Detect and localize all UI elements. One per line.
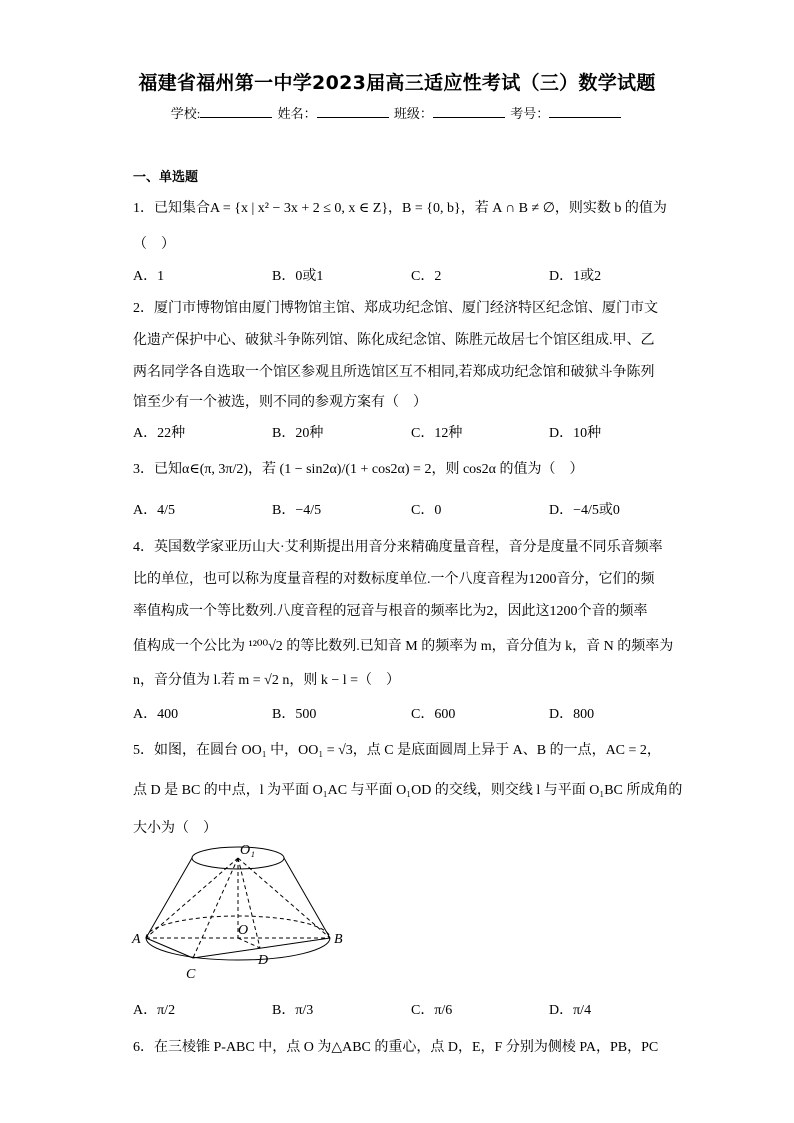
question-2-option-a: A．22种 (133, 426, 186, 441)
question-1-option-c: C．2 (411, 269, 442, 284)
page-title: 福建省福州第一中学2023届高三适应性考试（三）数学试题 (138, 72, 656, 94)
label-b: B (334, 932, 343, 947)
question-3-option-c: C．0 (411, 503, 442, 518)
question-4-line-5: n，音分值为 l.若 m = √2 n，则 k − l =（ ） (133, 673, 401, 688)
school-blank (200, 105, 272, 118)
name-label: 姓名： (277, 106, 317, 121)
question-5-option-d: D．π/4 (549, 1003, 592, 1018)
question-2-option-c: C．12种 (411, 426, 463, 441)
question-3-option-a: A．4/5 (133, 503, 175, 518)
frustum-figure (128, 838, 348, 988)
question-3-line-1: 3．已知α∈(π, 3π/2)，若 (1 − sin2α)/(1 + cos2α) = 2，则 cos2α 的值为（ ） (133, 462, 584, 477)
question-5-option-a: A．π/2 (133, 1003, 176, 1018)
label-a: A (132, 932, 141, 947)
question-5-line-1: 5．如图，在圆台 OO₁ 中，OO₁ = √3，点 C 是底面圆周上异于 A、B 的一点，AC = 2， (133, 743, 661, 758)
question-5-option-c: C．π/6 (411, 1003, 453, 1018)
right-generatrix (284, 858, 330, 938)
label-d: D (258, 953, 269, 968)
question-2-line-2: 化遗产保护中心、破狱斗争陈列馆、陈化成纪念馆、陈胜元故居七个馆区组成.甲、乙 (133, 333, 655, 348)
question-1-line-2: （ ） (133, 237, 175, 252)
class-label: 班级： (393, 106, 433, 121)
question-5-line-3: 大小为（ ） (133, 821, 217, 836)
segment-o1c (193, 858, 238, 958)
question-2-option-d: D．10种 (549, 426, 602, 441)
segment-ac (146, 938, 193, 958)
bottom-circle-front (146, 938, 330, 960)
question-6-line-1: 6．在三棱锥 P-ABC 中，点 O 为△ABC 的重心，点 D，E，F 分别为侧棱 PA，PB，PC (133, 1040, 659, 1055)
section-heading: 一、单选题 (133, 170, 199, 185)
student-info-line (0, 103, 794, 122)
question-4-option-c: C．600 (411, 707, 456, 722)
question-4-line-4: 值构成一个公比为 ¹²⁰⁰√2 的等比数列.已知音 M 的频率为 m，音分值为 k，音 N 的频率为 (133, 639, 674, 654)
question-1-option-a: A．1 (133, 269, 165, 284)
left-generatrix (146, 858, 192, 938)
question-2-line-1: 2．厦门市博物馆由厦门博物馆主馆、郑成功纪念馆、厦门经济特区纪念馆、厦门市文 (133, 301, 658, 316)
label-o1: O₁ (240, 843, 255, 858)
class-blank (433, 105, 505, 118)
question-2-option-b: B．20种 (272, 426, 324, 441)
segment-o1a (146, 858, 238, 938)
question-3-option-b: B．−4/5 (272, 503, 322, 518)
question-4-option-a: A．400 (133, 707, 179, 722)
question-1-option-d: D．1或2 (549, 269, 602, 284)
question-4-line-1: 4．英国数学家亚历山大·艾利斯提出用音分来精确度量音程，音分是度量不同乐音频率 (133, 540, 663, 555)
label-o: O (238, 923, 249, 938)
question-5-option-b: B．π/3 (272, 1003, 314, 1018)
question-2-line-4: 馆至少有一个被选，则不同的参观方案有（ ） (133, 395, 427, 410)
question-4-line-3: 率值构成一个等比数列.八度音程的冠音与根音的频率比为2，因此这1200个音的频率 (133, 604, 648, 619)
question-1-option-b: B．0或1 (272, 269, 324, 284)
question-1-line-1: 1．已知集合A = {x | x² − 3x + 2 ≤ 0, x ∈ Z}，B = {0, b}，若 A ∩ B ≠ ∅，则实数 b 的值为 (133, 201, 667, 216)
question-2-line-3: 两名同学各自选取一个馆区参观且所选馆区互不相同,若郑成功纪念馆和破狱斗争陈列 (133, 365, 655, 380)
segment-od (238, 938, 260, 948)
name-blank (317, 105, 389, 118)
question-3-option-d: D．−4/5或0 (549, 503, 620, 518)
question-4-line-2: 比的单位，也可以称为度量音程的对数标度单位.一个八度音程为1200音分，它们的频 (133, 572, 655, 587)
id-blank (549, 105, 621, 118)
question-4-option-b: B．500 (272, 707, 317, 722)
id-label: 考号： (510, 106, 550, 121)
question-4-option-d: D．800 (549, 707, 595, 722)
question-5-line-2: 点 D 是 BC 的中点，l 为平面 O₁AC 与平面 O₁OD 的交线，则交线 l 与平面 O₁BC 所成角的 (133, 783, 683, 798)
label-c: C (186, 967, 196, 982)
school-label: 学校: (170, 106, 201, 121)
